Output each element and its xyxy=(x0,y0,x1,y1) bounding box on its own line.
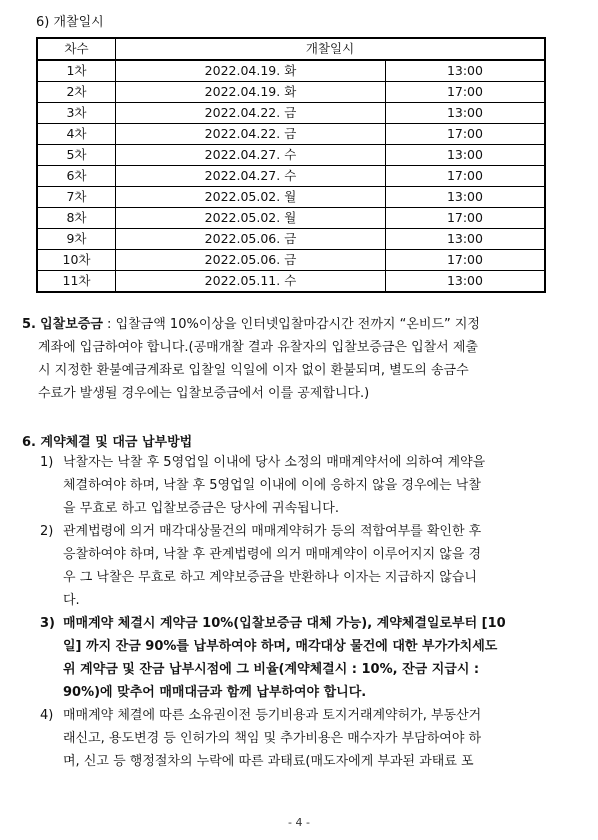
table-row xyxy=(37,250,545,271)
item-line: 우 그 낙찰은 무효로 하고 계약보증금을 반환하나 이자는 지급하지 않습니 xyxy=(63,570,477,585)
item-3 xyxy=(40,612,570,704)
item-line: 체결하여야 하며, 낙찰 후 5영업일 이내에 이에 응하지 않을 경우에는 낙찰 xyxy=(63,478,481,493)
table-row xyxy=(37,208,545,229)
round-cell: 4차 xyxy=(37,124,116,145)
round-cell: 6차 xyxy=(37,166,116,187)
date-cell: 2022.05.06. 금 xyxy=(116,250,386,271)
header-round: 차수 xyxy=(37,38,116,60)
time-cell: 13:00 xyxy=(385,60,545,82)
table-row xyxy=(37,124,545,145)
date-cell: 2022.05.02. 월 xyxy=(116,208,386,229)
item-number: 1) xyxy=(40,455,54,470)
round-cell: 9차 xyxy=(37,229,116,250)
item-line: 매매계약 체결시 계약금 10%(입찰보증금 대체 가능), 계약체결일로부터 [10 xyxy=(63,616,506,631)
item-1 xyxy=(40,451,570,520)
table-row xyxy=(37,229,545,250)
item-number: 4) xyxy=(40,708,54,723)
section-5-line: 계좌에 입금하여야 합니다.(공매개찰 결과 유찰자의 입찰보증금은 입찰서 제출 xyxy=(38,340,478,355)
time-cell: 13:00 xyxy=(385,229,545,250)
round-cell: 10차 xyxy=(37,250,116,271)
date-cell: 2022.04.27. 수 xyxy=(116,166,386,187)
table-row xyxy=(37,166,545,187)
date-cell: 2022.04.19. 화 xyxy=(116,82,386,103)
item-line: 래신고, 용도변경 등 인허가의 책임 및 추가비용은 매수자가 부담하여야 하 xyxy=(63,731,482,746)
table-header-row xyxy=(37,38,545,60)
item-line: 을 무효로 하고 입찰보증금은 당사에 귀속됩니다. xyxy=(63,501,339,516)
table-row xyxy=(37,82,545,103)
item-line: 낙찰자는 낙찰 후 5영업일 이내에 당사 소정의 매매계약서에 의하여 계약을 xyxy=(63,455,486,470)
time-cell: 13:00 xyxy=(385,187,545,208)
round-cell: 1차 xyxy=(37,60,116,82)
round-cell: 2차 xyxy=(37,82,116,103)
page-number: - 4 - xyxy=(288,816,310,829)
round-cell: 5차 xyxy=(37,145,116,166)
table-row xyxy=(37,60,545,82)
table-row xyxy=(37,103,545,124)
round-cell: 3차 xyxy=(37,103,116,124)
section-5-line: 수료가 발생될 경우에는 입찰보증금에서 이를 공제합니다.) xyxy=(38,386,370,401)
item-line: 응찰하여야 하며, 낙찰 후 관계법령에 의거 매매계약이 이루어지지 않을 경 xyxy=(63,547,482,562)
time-cell: 13:00 xyxy=(385,145,545,166)
item-4 xyxy=(40,704,570,773)
item-number: 3) xyxy=(40,616,55,631)
section-5-number: 5. xyxy=(22,317,36,332)
header-datetime: 개찰일시 xyxy=(116,38,545,60)
round-cell: 11차 xyxy=(37,271,116,293)
section-5-line: : 입찰금액 10%이상을 인터넷입찰마감시간 전까지 “온비드” 지정 xyxy=(102,317,480,332)
time-cell: 13:00 xyxy=(385,271,545,293)
opening-schedule-table xyxy=(36,37,546,293)
item-line: 90%)에 맞추어 매매대금과 함께 납부하여야 합니다. xyxy=(63,685,367,700)
table-row xyxy=(37,187,545,208)
time-cell: 17:00 xyxy=(385,166,545,187)
time-cell: 17:00 xyxy=(385,250,545,271)
time-cell: 17:00 xyxy=(385,82,545,103)
opening-schedule-heading: 6) 개찰일시 xyxy=(36,15,104,30)
date-cell: 2022.05.06. 금 xyxy=(116,229,386,250)
item-number: 2) xyxy=(40,524,54,539)
item-line: 다. xyxy=(63,593,80,608)
item-line: 관계법령에 의거 매각대상물건의 매매계약허가 등의 적합여부를 확인한 후 xyxy=(63,524,482,539)
section-5-line: 시 지정한 환불예금계좌로 입찰일 익일에 이자 없이 환불되며, 별도의 송금수 xyxy=(38,363,469,378)
time-cell: 17:00 xyxy=(385,124,545,145)
date-cell: 2022.05.02. 월 xyxy=(116,187,386,208)
time-cell: 13:00 xyxy=(385,103,545,124)
item-line: 위 계약금 및 잔금 납부시점에 그 비율(계약체결시 : 10%, 잔금 지급시 : xyxy=(63,662,480,677)
section-5-continued xyxy=(38,336,568,405)
section-6-heading: 6. 계약체결 및 대금 납부방법 xyxy=(22,435,193,450)
date-cell: 2022.04.27. 수 xyxy=(116,145,386,166)
item-2 xyxy=(40,520,570,612)
round-cell: 8차 xyxy=(37,208,116,229)
date-cell: 2022.04.22. 금 xyxy=(116,124,386,145)
date-cell: 2022.04.19. 화 xyxy=(116,60,386,82)
item-line: 매매계약 체결에 따른 소유권이전 등기비용과 토지거래계약허가, 부동산거 xyxy=(63,708,482,723)
table-row xyxy=(37,145,545,166)
section-5-term: 입찰보증금 xyxy=(40,317,103,332)
item-line: 며, 신고 등 행정절차의 누락에 따른 과태료(매도자에게 부과된 과태료 포 xyxy=(63,754,474,769)
item-line: 일] 까지 잔금 90%를 납부하여야 하며, 매각대상 물건에 대한 부가가치세도 xyxy=(63,639,498,654)
section-5-bid-deposit xyxy=(22,313,568,336)
date-cell: 2022.04.22. 금 xyxy=(116,103,386,124)
date-cell: 2022.05.11. 수 xyxy=(116,271,386,293)
time-cell: 17:00 xyxy=(385,208,545,229)
table-row xyxy=(37,271,545,293)
round-cell: 7차 xyxy=(37,187,116,208)
